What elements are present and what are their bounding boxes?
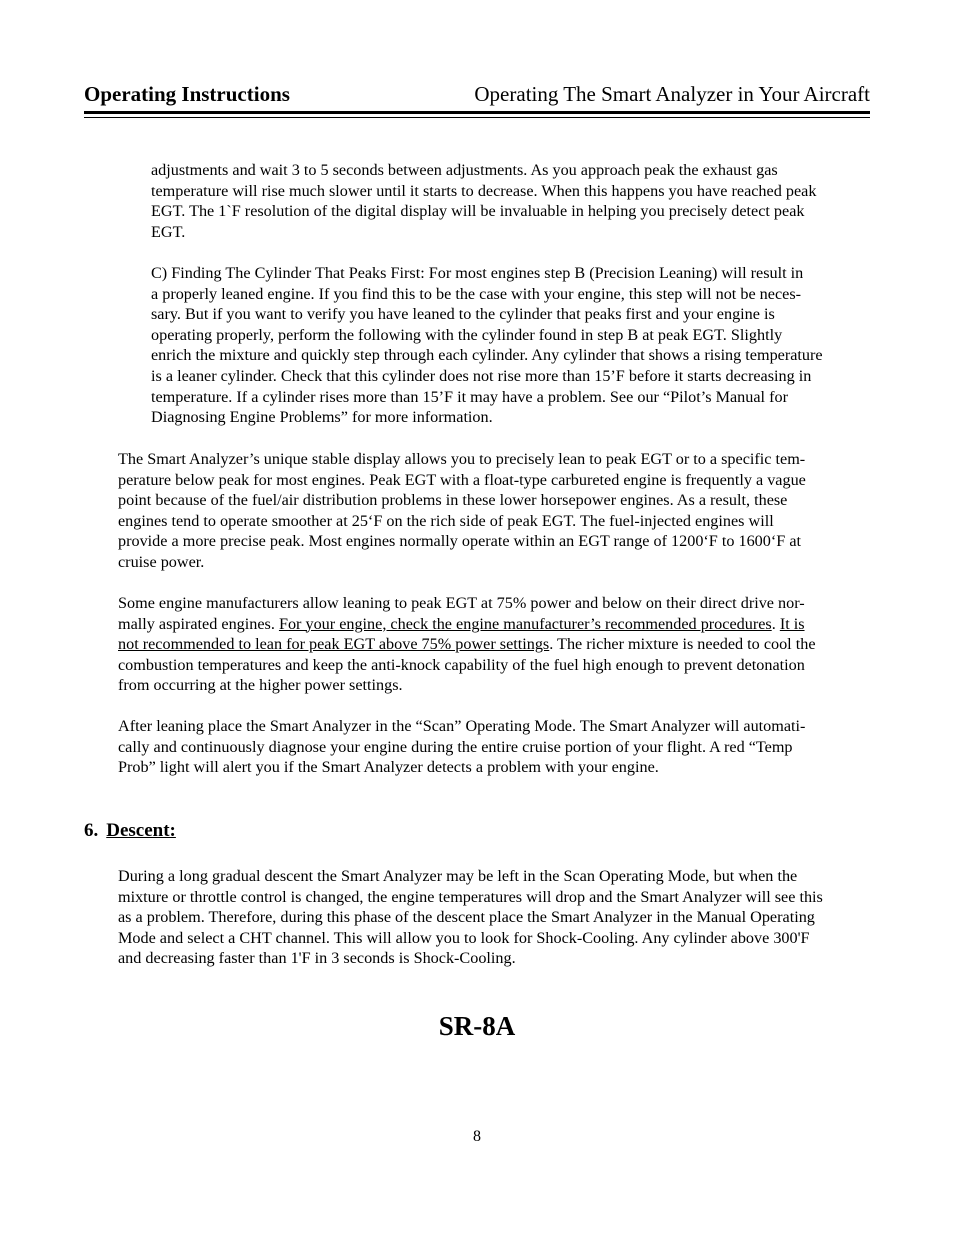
text-line: adjustments and wait 3 to 5 seconds between adjustments. As you approach peak the exhaust gas (151, 161, 778, 179)
text-line: engines tend to operate smoother at 25‘F on the rich side of peak EGT. The fuel-injected engines will (118, 511, 774, 530)
text-line: sary. But if you want to verify you have leaned to the cylinder that peaks first and your engine is (151, 305, 775, 324)
section-heading-descent (84, 820, 176, 842)
text-line: temperature. If a cylinder rises more than 15’F it may have a problem. See our “Pilot’s Manual for (151, 387, 788, 406)
text-line: Mode and select a CHT channel. This will allow you to look for Shock-Cooling. Any cylinder above 300'F (118, 928, 810, 947)
text-line: perature below peak for most engines. Peak EGT with a float-type carbureted engine is frequently a vague (118, 470, 806, 489)
text-line: a properly leaned engine. If you find this to be the case with your engine, this step will not be neces- (151, 284, 802, 303)
text-line: as a problem. Therefore, during this phase of the descent place the Smart Analyzer in the Manual Operating (118, 908, 815, 927)
text-line: cally and continuously diagnose your engine during the entire cruise portion of your flight. A red “Temp (118, 737, 793, 756)
text-line: and decreasing faster than 1'F in 3 seconds is Shock-Cooling. (118, 949, 516, 968)
text-line (118, 634, 816, 655)
text-line: During a long gradual descent the Smart Analyzer may be left in the Scan Operating Mode, but when the (118, 867, 798, 885)
section-title: Descent: (106, 820, 176, 841)
page-number: 8 (473, 1128, 481, 1145)
text-line: After leaning place the Smart Analyzer in the “Scan” Operating Mode. The Smart Analyzer will automati- (118, 717, 806, 735)
text-line: The Smart Analyzer’s unique stable display allows you to precisely lean to peak EGT or to a specific tem- (118, 450, 806, 468)
text-line: from occurring at the higher power settings. (118, 676, 403, 695)
model-name: SR-8A (438, 1011, 516, 1041)
text-line: operating properly, perform the following with the cylinder found in step B at peak EGT. Slightly (151, 325, 783, 344)
text-line: point because of the fuel/air distribution problems in these lower horsepower engines. As a result, these (118, 491, 788, 510)
text-run: . (771, 614, 780, 633)
header-rule-thick (84, 111, 870, 114)
section-number: 6. (84, 820, 99, 841)
text-line: enrich the mixture and quickly step through each cylinder. Any cylinder that shows a rising temperature (151, 346, 823, 365)
underlined-text: It is (779, 614, 805, 633)
text-run: mally aspirated engines. (118, 614, 279, 633)
text-line: provide a more precise peak. Most engines normally operate within an EGT range of 1200‘F to 1600‘F at (118, 532, 801, 551)
text-line: mixture or throttle control is changed, the engine temperatures will drop and the Smart Analyzer will see this (118, 887, 823, 906)
text-line: Prob” light will alert you if the Smart Analyzer detects a problem with your engine. (118, 758, 659, 777)
text-line: Diagnosing Engine Problems” for more information. (151, 408, 493, 427)
underlined-text: For your engine, check the engine manufacturer’s recommended procedures (278, 614, 772, 633)
text-line: Some engine manufacturers allow leaning to peak EGT at 75% power and below on their direct drive nor- (118, 594, 805, 612)
text-line (118, 614, 816, 635)
text-run: . The richer mixture is needed to cool the (549, 635, 816, 654)
paragraph-descent (118, 866, 823, 969)
header-rule-thin (84, 117, 870, 118)
paragraph-finding-cylinder (151, 263, 823, 428)
text-line: temperature will rise much slower until it starts to decrease. When this happens you have reached peak (151, 181, 817, 200)
paragraph-scan-mode (118, 716, 805, 778)
header-title: Operating The Smart Analyzer in Your Aircraft (474, 82, 870, 106)
text-line: EGT. (151, 222, 186, 241)
text-line: EGT. The 1`F resolution of the digital display will be invaluable in helping you precisely detect peak (151, 202, 805, 221)
paragraph-stable-display (118, 449, 806, 573)
text-line: cruise power. (118, 552, 205, 571)
paragraph-leaning-adjustments (151, 160, 816, 242)
underlined-text: not recommended to lean for peak EGT above 75% power settings (118, 635, 550, 654)
text-line: is a leaner cylinder. Check that this cylinder does not rise more than 15’F before it starts decreasing in (151, 366, 812, 385)
text-line: C) Finding The Cylinder That Peaks First: For most engines step B (Precision Leaning) will result in (151, 264, 804, 282)
header-section-label: Operating Instructions (84, 82, 290, 106)
paragraph-manufacturer-leaning (118, 593, 816, 696)
text-line: combustion temperatures and keep the anti-knock capability of the fuel high enough to prevent detonation (118, 655, 805, 674)
